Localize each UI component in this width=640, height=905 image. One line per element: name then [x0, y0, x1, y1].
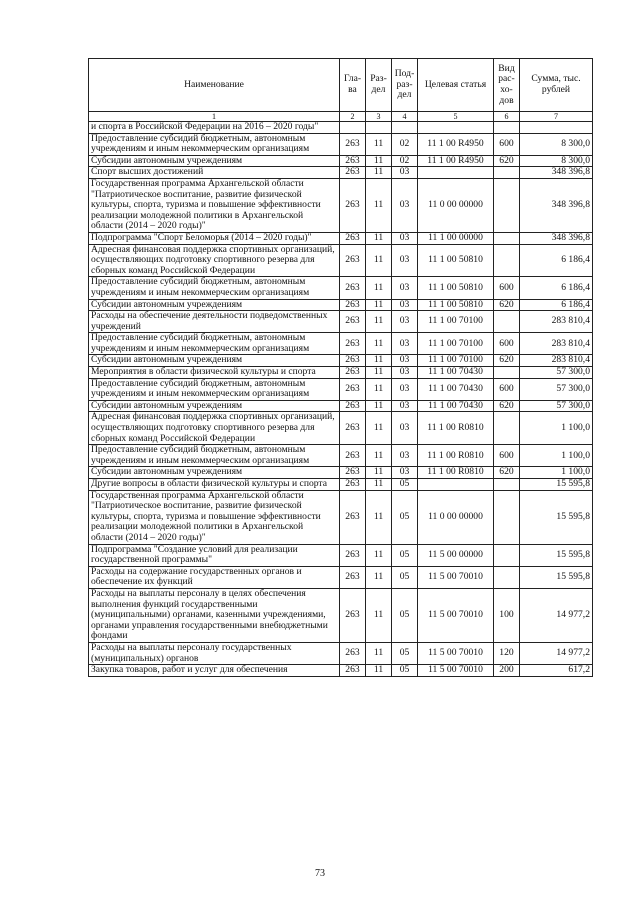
table-row [89, 311, 593, 333]
amount-cell: 1 100,0 [520, 445, 593, 467]
chapter-cell: 263 [340, 244, 366, 277]
expense-type-cell [494, 566, 520, 588]
table-body [89, 122, 593, 677]
target-article-cell: 11 0 00 00000 [418, 178, 494, 232]
expense-type-cell [494, 479, 520, 491]
target-article-cell: 11 1 00 R0810 [418, 412, 494, 445]
expense-type-cell [494, 367, 520, 379]
amount-cell: 283 810,4 [520, 355, 593, 367]
chapter-cell: 263 [340, 311, 366, 333]
chapter-cell: 263 [340, 400, 366, 412]
expense-type-cell [494, 122, 520, 134]
section-cell: 11 [366, 155, 392, 167]
expense-type-cell [494, 232, 520, 244]
target-article-cell: 11 1 00 00000 [418, 232, 494, 244]
table-row [89, 445, 593, 467]
target-article-cell: 11 1 00 70100 [418, 355, 494, 367]
subsection-cell [392, 122, 418, 134]
column-header-chapter: Гла-ва [340, 59, 366, 112]
subsection-cell: 02 [392, 133, 418, 155]
target-article-cell: 11 1 00 70430 [418, 378, 494, 400]
chapter-cell: 263 [340, 544, 366, 566]
table-row [89, 412, 593, 445]
row-name-cell: Закупка товаров, работ и услуг для обеспечения [89, 665, 340, 677]
row-name-cell: и спорта в Российской Федерации на 2016 – 2020 годы" [89, 122, 340, 134]
expense-type-cell: 600 [494, 277, 520, 299]
table-row [89, 642, 593, 664]
target-article-cell: 11 5 00 70010 [418, 588, 494, 642]
target-article-cell [418, 479, 494, 491]
chapter-cell: 263 [340, 277, 366, 299]
row-name-cell: Адресная финансовая поддержка спортивных организаций, осуществляющих подготовку спортивного резерва для сборных команд Российской Федерации [89, 244, 340, 277]
target-article-cell: 11 1 00 50810 [418, 277, 494, 299]
row-name-cell: Предоставление субсидий бюджетным, автономным учреждениям и иным некоммерческим организациям [89, 333, 340, 355]
amount-cell: 57 300,0 [520, 400, 593, 412]
column-number: 2 [340, 112, 366, 122]
chapter-cell: 263 [340, 299, 366, 311]
target-article-cell: 11 1 00 R4950 [418, 155, 494, 167]
table-row [89, 566, 593, 588]
chapter-cell: 263 [340, 642, 366, 664]
column-number: 1 [89, 112, 340, 122]
row-name-cell: Мероприятия в области физической культуры и спорта [89, 367, 340, 379]
row-name-cell: Адресная финансовая поддержка спортивных организаций, осуществляющих подготовку спортивного резерва для сборных команд Российской Федерации [89, 412, 340, 445]
section-cell: 11 [366, 665, 392, 677]
amount-cell: 14 977,2 [520, 642, 593, 664]
expense-type-cell [494, 311, 520, 333]
expense-type-cell [494, 490, 520, 544]
section-cell: 11 [366, 566, 392, 588]
subsection-cell: 03 [392, 277, 418, 299]
chapter-cell: 263 [340, 133, 366, 155]
section-cell: 11 [366, 232, 392, 244]
chapter-cell: 263 [340, 232, 366, 244]
column-number: 5 [418, 112, 494, 122]
expense-type-cell: 200 [494, 665, 520, 677]
chapter-cell: 263 [340, 467, 366, 479]
section-cell: 11 [366, 133, 392, 155]
amount-cell: 6 186,4 [520, 244, 593, 277]
subsection-cell: 03 [392, 400, 418, 412]
row-name-cell: Субсидии автономным учреждениям [89, 355, 340, 367]
section-cell: 11 [366, 299, 392, 311]
subsection-cell: 03 [392, 244, 418, 277]
section-cell: 11 [366, 467, 392, 479]
section-cell: 11 [366, 544, 392, 566]
subsection-cell: 03 [392, 333, 418, 355]
subsection-cell: 05 [392, 665, 418, 677]
section-cell: 11 [366, 277, 392, 299]
target-article-cell: 11 5 00 70010 [418, 665, 494, 677]
section-cell: 11 [366, 400, 392, 412]
target-article-cell: 11 5 00 70010 [418, 642, 494, 664]
table-row [89, 467, 593, 479]
amount-cell: 283 810,4 [520, 311, 593, 333]
chapter-cell: 263 [340, 412, 366, 445]
subsection-cell: 03 [392, 367, 418, 379]
subsection-cell: 03 [392, 412, 418, 445]
table-row [89, 378, 593, 400]
table-row [89, 490, 593, 544]
amount-cell: 15 595,8 [520, 566, 593, 588]
column-header-amount: Сумма, тыс. рублей [520, 59, 593, 112]
target-article-cell: 11 1 00 R0810 [418, 467, 494, 479]
row-name-cell: Расходы на обеспечение деятельности подведомственных учреждений [89, 311, 340, 333]
amount-cell: 348 396,8 [520, 178, 593, 232]
row-name-cell: Предоставление субсидий бюджетным, автономным учреждениям и иным некоммерческим организациям [89, 277, 340, 299]
subsection-cell: 03 [392, 232, 418, 244]
table-row [89, 277, 593, 299]
amount-cell: 8 300,0 [520, 155, 593, 167]
target-article-cell: 11 1 00 R4950 [418, 133, 494, 155]
section-cell: 11 [366, 412, 392, 445]
section-cell: 11 [366, 445, 392, 467]
target-article-cell: 11 1 00 70100 [418, 333, 494, 355]
table-row [89, 155, 593, 167]
section-cell: 11 [366, 311, 392, 333]
table-row [89, 333, 593, 355]
section-cell: 11 [366, 367, 392, 379]
table-row [89, 479, 593, 491]
table-row [89, 122, 593, 134]
row-name-cell: Предоставление субсидий бюджетным, автономным учреждениям и иным некоммерческим организациям [89, 133, 340, 155]
chapter-cell: 263 [340, 479, 366, 491]
expense-type-cell [494, 544, 520, 566]
chapter-cell: 263 [340, 588, 366, 642]
subsection-cell: 03 [392, 467, 418, 479]
subsection-cell: 05 [392, 479, 418, 491]
target-article-cell: 11 5 00 70010 [418, 566, 494, 588]
section-cell: 11 [366, 490, 392, 544]
table-row [89, 167, 593, 179]
chapter-cell: 263 [340, 378, 366, 400]
row-name-cell: Подпрограмма "Создание условий для реализации государственной программы" [89, 544, 340, 566]
expense-type-cell: 600 [494, 378, 520, 400]
column-number: 4 [392, 112, 418, 122]
table-row [89, 232, 593, 244]
target-article-cell: 11 1 00 70430 [418, 400, 494, 412]
row-name-cell: Субсидии автономным учреждениям [89, 467, 340, 479]
row-name-cell: Государственная программа Архангельской области "Патриотическое воспитание, развитие физической культуры, спорта, туризма и повышение эффективности реализации молодежной политики в Архангельской области (2014 – 2020 годы)" [89, 178, 340, 232]
subsection-cell: 03 [392, 378, 418, 400]
chapter-cell: 263 [340, 155, 366, 167]
expense-type-cell: 620 [494, 355, 520, 367]
subsection-cell: 03 [392, 445, 418, 467]
target-article-cell: 11 1 00 R0810 [418, 445, 494, 467]
expense-type-cell [494, 244, 520, 277]
target-article-cell [418, 122, 494, 134]
column-header-name: Наименование [89, 59, 340, 112]
expense-type-cell: 620 [494, 155, 520, 167]
section-cell: 11 [366, 244, 392, 277]
table-row [89, 665, 593, 677]
column-number: 3 [366, 112, 392, 122]
target-article-cell [418, 167, 494, 179]
table-row [89, 544, 593, 566]
amount-cell: 57 300,0 [520, 367, 593, 379]
table-row [89, 299, 593, 311]
column-number-row [89, 112, 593, 122]
subsection-cell: 05 [392, 544, 418, 566]
amount-cell: 57 300,0 [520, 378, 593, 400]
expense-type-cell: 600 [494, 133, 520, 155]
table-row [89, 367, 593, 379]
section-cell: 11 [366, 588, 392, 642]
row-name-cell: Расходы на содержание государственных органов и обеспечение их функций [89, 566, 340, 588]
expense-type-cell: 100 [494, 588, 520, 642]
subsection-cell: 03 [392, 299, 418, 311]
amount-cell: 8 300,0 [520, 133, 593, 155]
chapter-cell: 263 [340, 566, 366, 588]
table-row [89, 244, 593, 277]
column-header-subsection: Под-раз-дел [392, 59, 418, 112]
row-name-cell: Субсидии автономным учреждениям [89, 299, 340, 311]
chapter-cell: 263 [340, 445, 366, 467]
subsection-cell: 02 [392, 155, 418, 167]
amount-cell: 348 396,8 [520, 167, 593, 179]
amount-cell: 15 595,8 [520, 490, 593, 544]
section-cell: 11 [366, 378, 392, 400]
subsection-cell: 03 [392, 178, 418, 232]
column-number: 6 [494, 112, 520, 122]
target-article-cell: 11 5 00 00000 [418, 544, 494, 566]
section-cell: 11 [366, 178, 392, 232]
table-row [89, 133, 593, 155]
subsection-cell: 03 [392, 355, 418, 367]
row-name-cell: Предоставление субсидий бюджетным, автономным учреждениям и иным некоммерческим организациям [89, 378, 340, 400]
target-article-cell: 11 1 00 70430 [418, 367, 494, 379]
subsection-cell: 03 [392, 311, 418, 333]
expense-type-cell [494, 178, 520, 232]
table-row [89, 588, 593, 642]
row-name-cell: Расходы на выплаты персоналу государственных (муниципальных) органов [89, 642, 340, 664]
amount-cell: 1 100,0 [520, 467, 593, 479]
target-article-cell: 11 1 00 50810 [418, 244, 494, 277]
page-number: 73 [315, 868, 325, 879]
chapter-cell [340, 122, 366, 134]
subsection-cell: 05 [392, 642, 418, 664]
expense-type-cell [494, 412, 520, 445]
chapter-cell: 263 [340, 355, 366, 367]
amount-cell: 6 186,4 [520, 299, 593, 311]
subsection-cell: 05 [392, 490, 418, 544]
section-cell [366, 122, 392, 134]
chapter-cell: 263 [340, 167, 366, 179]
table-row [89, 355, 593, 367]
row-name-cell: Подпрограмма "Спорт Беломорья (2014 – 2020 годы)" [89, 232, 340, 244]
amount-cell: 348 396,8 [520, 232, 593, 244]
target-article-cell: 11 0 00 00000 [418, 490, 494, 544]
row-name-cell: Расходы на выплаты персоналу в целях обеспечения выполнения функций государственными (муниципальными) органами, казенными учреждениями, органами управления государственными внебюджетными фондами [89, 588, 340, 642]
column-header-target-article: Целевая статья [418, 59, 494, 112]
expense-type-cell: 600 [494, 445, 520, 467]
expense-type-cell: 620 [494, 467, 520, 479]
row-name-cell: Субсидии автономным учреждениям [89, 400, 340, 412]
expense-type-cell: 620 [494, 299, 520, 311]
table-row [89, 178, 593, 232]
amount-cell [520, 122, 593, 134]
amount-cell: 15 595,8 [520, 544, 593, 566]
chapter-cell: 263 [340, 178, 366, 232]
section-cell: 11 [366, 355, 392, 367]
row-name-cell: Государственная программа Архангельской области "Патриотическое воспитание, развитие физической культуры, спорта, туризма и повышение эффективности реализации молодежной политики в Архангельской области (2014 – 2020 годы)" [89, 490, 340, 544]
expense-type-cell: 620 [494, 400, 520, 412]
column-number: 7 [520, 112, 593, 122]
section-cell: 11 [366, 333, 392, 355]
target-article-cell: 11 1 00 50810 [418, 299, 494, 311]
row-name-cell: Субсидии автономным учреждениям [89, 155, 340, 167]
target-article-cell: 11 1 00 70100 [418, 311, 494, 333]
row-name-cell: Другие вопросы в области физической культуры и спорта [89, 479, 340, 491]
amount-cell: 15 595,8 [520, 479, 593, 491]
chapter-cell: 263 [340, 665, 366, 677]
table-header-row [89, 59, 593, 112]
amount-cell: 283 810,4 [520, 333, 593, 355]
expense-type-cell: 600 [494, 333, 520, 355]
chapter-cell: 263 [340, 333, 366, 355]
section-cell: 11 [366, 479, 392, 491]
amount-cell: 617,2 [520, 665, 593, 677]
amount-cell: 1 100,0 [520, 412, 593, 445]
subsection-cell: 05 [392, 588, 418, 642]
section-cell: 11 [366, 167, 392, 179]
expense-type-cell [494, 167, 520, 179]
subsection-cell: 05 [392, 566, 418, 588]
section-cell: 11 [366, 642, 392, 664]
column-header-section: Раз-дел [366, 59, 392, 112]
chapter-cell: 263 [340, 490, 366, 544]
column-header-expense-type: Вид рас-хо-дов [494, 59, 520, 112]
row-name-cell: Предоставление субсидий бюджетным, автономным учреждениям и иным некоммерческим организациям [89, 445, 340, 467]
chapter-cell: 263 [340, 367, 366, 379]
row-name-cell: Спорт высших достижений [89, 167, 340, 179]
expense-type-cell: 120 [494, 642, 520, 664]
amount-cell: 14 977,2 [520, 588, 593, 642]
table-row [89, 400, 593, 412]
amount-cell: 6 186,4 [520, 277, 593, 299]
budget-table [88, 58, 593, 677]
subsection-cell: 03 [392, 167, 418, 179]
